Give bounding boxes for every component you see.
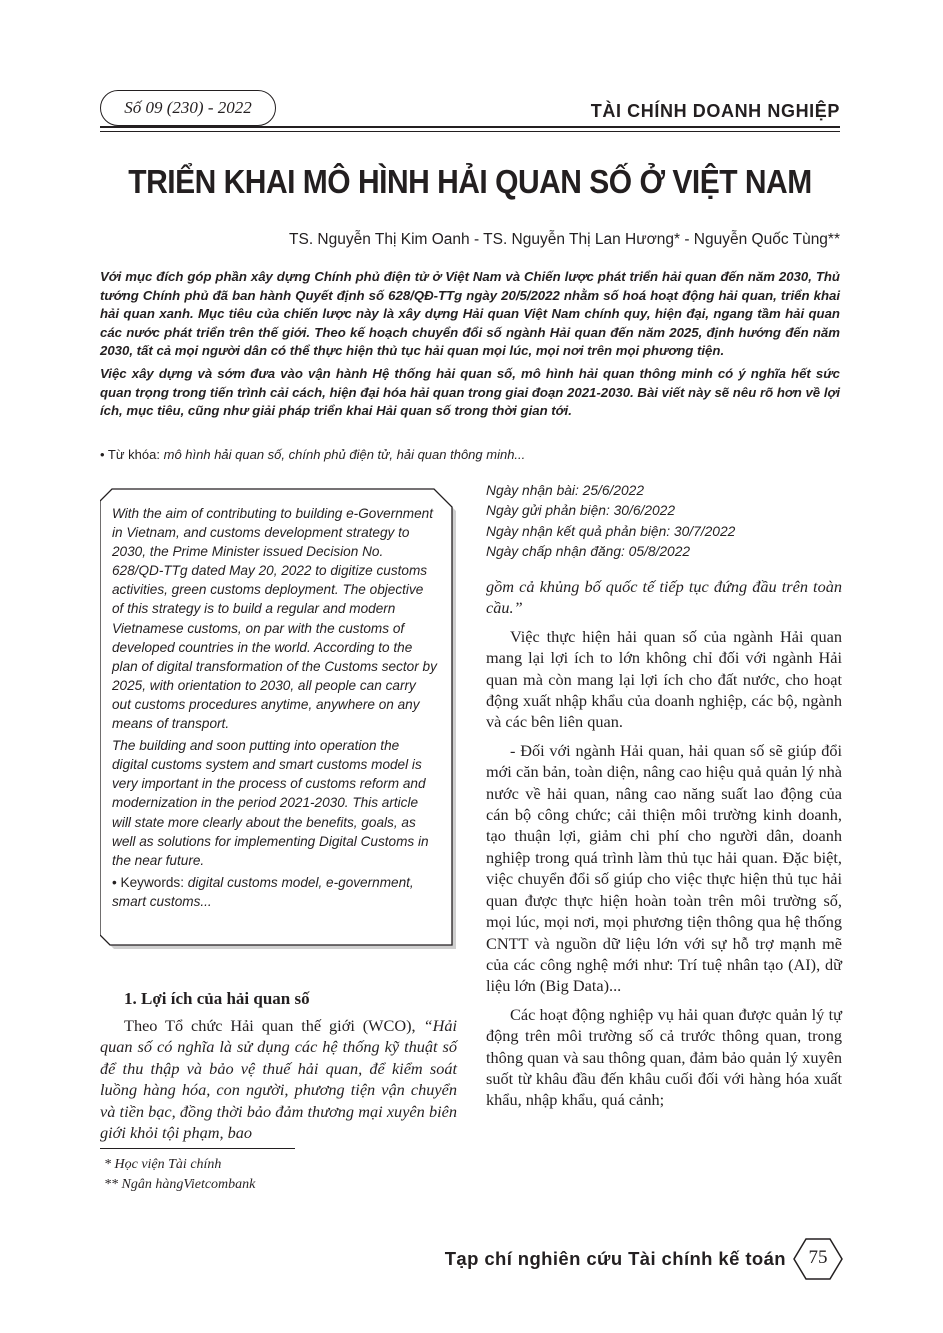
abstract-en-paragraph: The building and soon putting into operation the digital customs system and smart customs model is very important in the process of customs reform and modernization in the period 2021-2030. This article will state more clearly about the benefits, goals, as well as solutions for implementing Digital Customs in the near future. [112, 738, 429, 868]
abstract-en-paragraph: With the aim of contributing to building e-Government in Vietnam, and customs development strategy to 2030, the Prime Minister issued Decision No. 628/QD-TTg dated May 20, 2022 to digitize customs activities, green customs deployment. The objective of this strategy is to build a regular and modern Vietnamese customs, on par with the customs of developed countries in the world. According to the plan of digital transformation of the Customs sector by 2025, with orientation to 2030, all people can carry out customs procedures anytime, anywhere on any means of transport. [112, 506, 437, 732]
footnote: * Học viện Tài chính [104, 1157, 222, 1172]
page-number: 75 [808, 1247, 828, 1268]
abstract-vi-paragraph: Với mục đích góp phần xây dựng Chính phủ điện tử ở Việt Nam và Chiến lược phát triển hải quan đến năm 2030, Thủ tướng Chính phủ đã ban hành Quyết định số 628/QĐ-TTg ngày 20/5/2022 nhằm số hoá hoạt động hải quan, triển khai hải quan xanh. Mục tiêu của chiến lược này là xây dựng Hải quan Việt Nam chính quy, hiện đại, ngang tầm hải quan các nước phát triển trên thế giới. Theo kế hoạch chuyển đổi số ngành Hải quan đến năm 2025, định hướng đến năm 2030, tất cả mọi người dân có thể thực hiện thủ tục hải quan mọi lúc, mọi nơi trên mọi phương tiện. [100, 269, 840, 359]
header-rule [100, 126, 840, 128]
left-column-body [100, 1015, 457, 1143]
section-label: TÀI CHÍNH DOANH NGHIỆP [590, 101, 840, 121]
keywords-en-label: • Keywords: [112, 874, 188, 890]
footnote: ** Ngân hàngVietcombank [104, 1177, 256, 1192]
section-heading: 1. Lợi ích của hải quan số [124, 989, 310, 1008]
header-rule-thin [100, 131, 840, 132]
keywords-english [112, 873, 438, 911]
quote-continuation: gồm cả khủng bố quốc tế tiếp tục đứng đầu trên toàn cầu.” [486, 577, 842, 618]
abstract-vi-paragraph: Việc xây dựng và sớm đưa vào vận hành Hệ thống hải quan số, mô hình hải quan thông minh có ý nghĩa hết sức quan trọng trong tiến trình cải cách, hiện đại hóa hải quan trong giai đoạn 2021-2030. Bài viết này sẽ nêu rõ hơn về lợi ích, mục tiêu, cũng như giải pháp triển khai Hải quan số trong thời gian tới. [100, 365, 840, 419]
left-quote-text: “Hải quan số có nghĩa là sử dụng các hệ thống kỹ thuật số để thu thập và bảo vệ thuế hải quan, để kiểm soát luồng hàng hóa, con người, phương tiện vận chuyển và tiền bạc, đồng thời bảo đảm thương mại xuyên biên giới khỏi tội phạm, bao [100, 1016, 457, 1143]
page-number-badge [792, 1237, 844, 1281]
right-column-body [486, 576, 842, 1118]
date-review-sent: Ngày gửi phản biện: 30/6/2022 [486, 503, 676, 519]
article-title: TRIỂN KHAI MÔ HÌNH HẢI QUAN SỐ Ở VIỆT NAM [128, 163, 812, 201]
keywords-vietnamese [100, 447, 840, 462]
body-paragraph: - Đối với ngành Hải quan, hải quan số sẽ giúp đổi mới căn bản, toàn diện, nâng cao hiệu quả quản lý nhà nước về hải quan, nâng cao năng suất lao động của cán bộ công chức; cải thiện môi trường kinh doanh, tạo thuận lợi, giảm chi phí cho người dân, doanh nghiệp trong quá trình làm thủ tục hải quan. Đặc biệt, việc chuyển đổi số giúp cho việc thực hiện thủ tục hải quan được thực hiện hoàn toàn trên môi trường số, mọi lúc, mọi nơi, mọi phương tiện thông qua hệ thống CNTT và nguồn dữ liệu lớn với sự hỗ trợ mạnh mẽ của các công nghệ mới như: Trí tuệ nhân tạo (AI), dữ liệu lớn (Big Data)... [486, 740, 842, 996]
date-received: Ngày nhận bài: 25/6/2022 [486, 483, 645, 498]
body-paragraph: Việc thực hiện hải quan số của ngành Hải quan mang lại lợi ích to lớn không chỉ đối với ngành Hải quan mà còn mang lại lợi ích cho đất nước, cho hoạt động xuất nhập khẩu của doanh nghiệp, các bộ, ngành và các bên liên quan. [486, 626, 842, 732]
abstract-vietnamese [100, 268, 840, 425]
abstract-english [112, 504, 438, 914]
footnote-rule [100, 1148, 295, 1149]
keywords-vi-label: • Từ khóa: [100, 447, 164, 462]
journal-name: Tạp chí nghiên cứu Tài chính kế toán [444, 1248, 786, 1269]
english-abstract-box [100, 483, 460, 953]
left-intro-text: Theo Tổ chức Hải quan thế giới (WCO), [124, 1016, 424, 1035]
body-paragraph: Các hoạt động nghiệp vụ hải quan được quản lý tự động trên môi trường số cả trước thông quan, trong thông quan và sau thông quan, đảm bảo quản lý xuyên suốt từ khâu đầu đến khâu cuối đối với hàng hóa xuất khẩu, nhập khẩu, quá cảnh; [486, 1004, 842, 1110]
submission-dates [486, 481, 735, 563]
keywords-vi-value: mô hình hải quan số, chính phủ điện tử, hải quan thông minh... [163, 447, 526, 462]
footnotes [104, 1155, 255, 1195]
keywords-en-value: digital customs model, e-government, smart customs... [112, 874, 414, 909]
date-accepted: Ngày chấp nhận đăng: 05/8/2022 [486, 544, 691, 560]
issue-badge: Số 09 (230) - 2022 [100, 90, 276, 126]
authors: TS. Nguyễn Thị Kim Oanh - TS. Nguyễn Thị Lan Hương* - Nguyễn Quốc Tùng** [289, 231, 840, 248]
date-review-result: Ngày nhận kết quả phản biện: 30/7/2022 [486, 523, 736, 539]
